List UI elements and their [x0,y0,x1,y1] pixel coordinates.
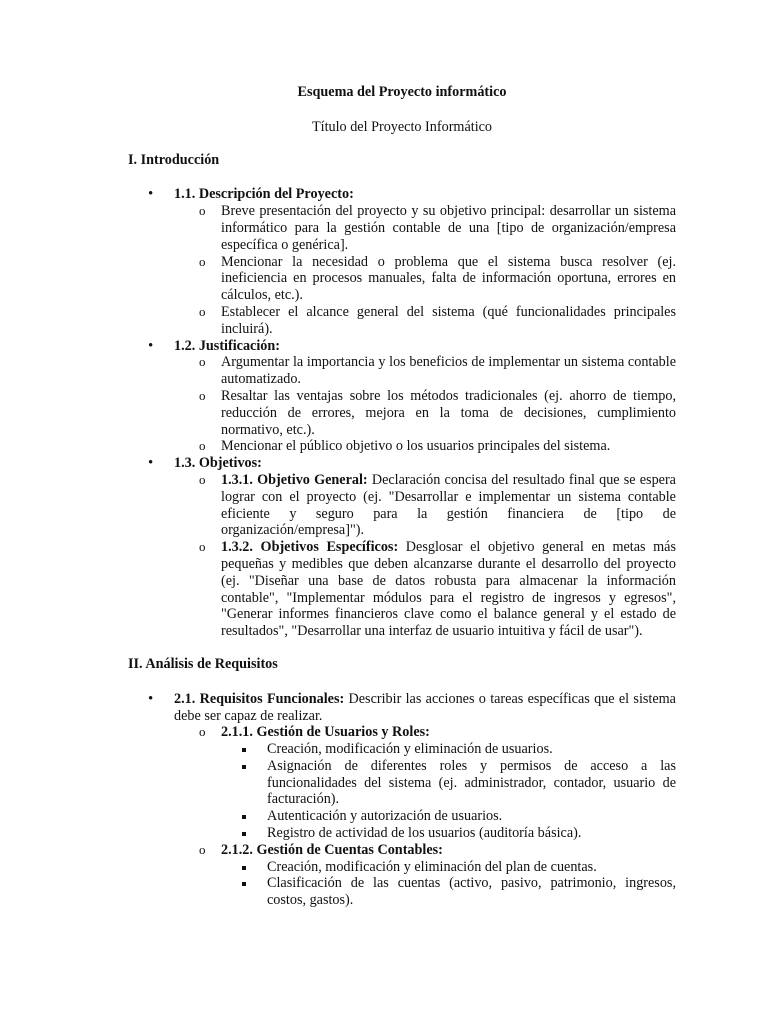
square-bullet-icon [242,815,246,819]
square-bullet-icon [242,765,246,769]
item-text: Creación, modificación y eliminación del plan de cuentas. [267,858,597,875]
list-item [221,741,676,758]
list-item [221,758,676,808]
section-heading-analisis: II. Análisis de Requisitos [128,655,278,672]
sublist [174,354,676,455]
list-item [174,304,676,338]
circle-bullet-icon: o [199,438,206,454]
item-label: 2.1. Requisitos Funcionales: [174,690,345,707]
circle-bullet-icon: o [199,387,206,403]
item-text: Mencionar la necesidad o problema que el sistema busca resolver (ej. ineficiencia en procesos manuales, falta de información oportuna, errores en cálculos, etc.). [221,253,676,304]
list-item [174,539,676,640]
item-label: 1.3.1. Objetivo General: [221,471,368,488]
list-item [174,388,676,438]
sublist [174,472,676,640]
bullet-icon: • [148,186,154,203]
item-text: Autenticación y autorización de usuarios. [267,808,503,825]
item-text: Describir las acciones o tareas específicas que el sistema debe ser capaz de realizar. [174,690,676,724]
list-item [128,338,676,456]
circle-bullet-icon: o [199,841,206,857]
circle-bullet-icon: o [199,253,206,269]
item-label: 2.1.2. Gestión de Cuentas Contables: [221,841,443,858]
item-label: 1.3.2. Objetivos Específicos: [221,539,399,556]
section-heading-introduccion: I. Introducción [128,151,220,168]
item-text: Establecer el alcance general del sistema (qué funcionalidades principales incluirá). [221,303,676,337]
bullet-icon: • [148,337,154,354]
document-title: Esquema del Proyecto informático [297,84,507,100]
item-label: 1.2. Justificación: [174,337,281,354]
bullet-icon: • [148,455,154,472]
list-item [174,354,676,388]
item-text: Mencionar el público objetivo o los usuarios principales del sistema. [221,438,611,455]
item-text: Declaración concisa del resultado final que se espera lograr con el proyecto (ej. "Desarrollar e implementar un sistema contable eficiente y seguro para la gestión financiera de [tipo de organización/empresa]"). [221,471,676,539]
section-list-introduccion [128,186,676,640]
list-item [221,875,676,909]
item-text: Asignación de diferentes roles y permisos de acceso a las funcionalidades del sistema (ej. administrador, contador, usuario de facturación). [267,757,676,808]
bullet-icon: • [148,690,154,707]
list-item [221,825,676,842]
item-text: Creación, modificación y eliminación de usuarios. [267,741,553,758]
sublist [174,203,676,337]
circle-bullet-icon: o [199,539,206,555]
sublist [221,741,676,842]
item-text: Registro de actividad de los usuarios (auditoría básica). [267,825,582,842]
list-item [174,724,676,842]
list-item [174,438,676,455]
document-subtitle: Título del Proyecto Informático [311,118,493,135]
square-bullet-icon [242,832,246,836]
circle-bullet-icon: o [199,203,206,219]
item-label: 1.1. Descripción del Proyecto: [174,186,354,203]
sublist [174,724,676,909]
circle-bullet-icon: o [199,724,206,740]
list-item [221,859,676,876]
list-item [174,842,676,909]
section-list-analisis [128,691,676,909]
item-text: Argumentar la importancia y los beneficios de implementar un sistema contable automatizado. [221,354,676,388]
item-text: Desglosar el objetivo general en metas más pequeñas y medibles que deben alcanzarse durante el desarrollo del proyecto (ej. "Diseñar una base de datos robusta para almacenar la información contable", "Implementar módulos para el registro de ingresos y egresos", "Generar informes financieros clave como el balance general y el estado de resultados", "Desarrollar una interfaz de usuario intuitiva y fácil de usar"). [221,539,676,640]
item-text: Breve presentación del proyecto y su objetivo principal: desarrollar un sistema informático para la gestión contable de una [tipo de organización/empresa específica o genérica]. [221,203,676,253]
circle-bullet-icon: o [199,471,206,487]
list-item [128,691,676,909]
sublist [221,859,676,909]
item-label: 1.3. Objetivos: [174,455,262,472]
square-bullet-icon [242,748,246,752]
list-item [174,254,676,304]
item-label: 2.1.1. Gestión de Usuarios y Roles: [221,724,430,741]
item-text: Clasificación de las cuentas (activo, pasivo, patrimonio, ingresos, costos, gastos). [267,875,676,909]
square-bullet-icon [242,866,246,870]
list-item [128,186,676,337]
item-text: Resaltar las ventajas sobre los métodos tradicionales (ej. ahorro de tiempo, reducción de errores, mejora en la toma de decisiones, cumplimiento normativo, etc.). [221,387,676,438]
square-bullet-icon [242,882,246,886]
list-item [174,203,676,253]
circle-bullet-icon: o [199,354,206,370]
list-item [221,808,676,825]
list-item [174,472,676,539]
list-item [128,455,676,640]
circle-bullet-icon: o [199,303,206,319]
